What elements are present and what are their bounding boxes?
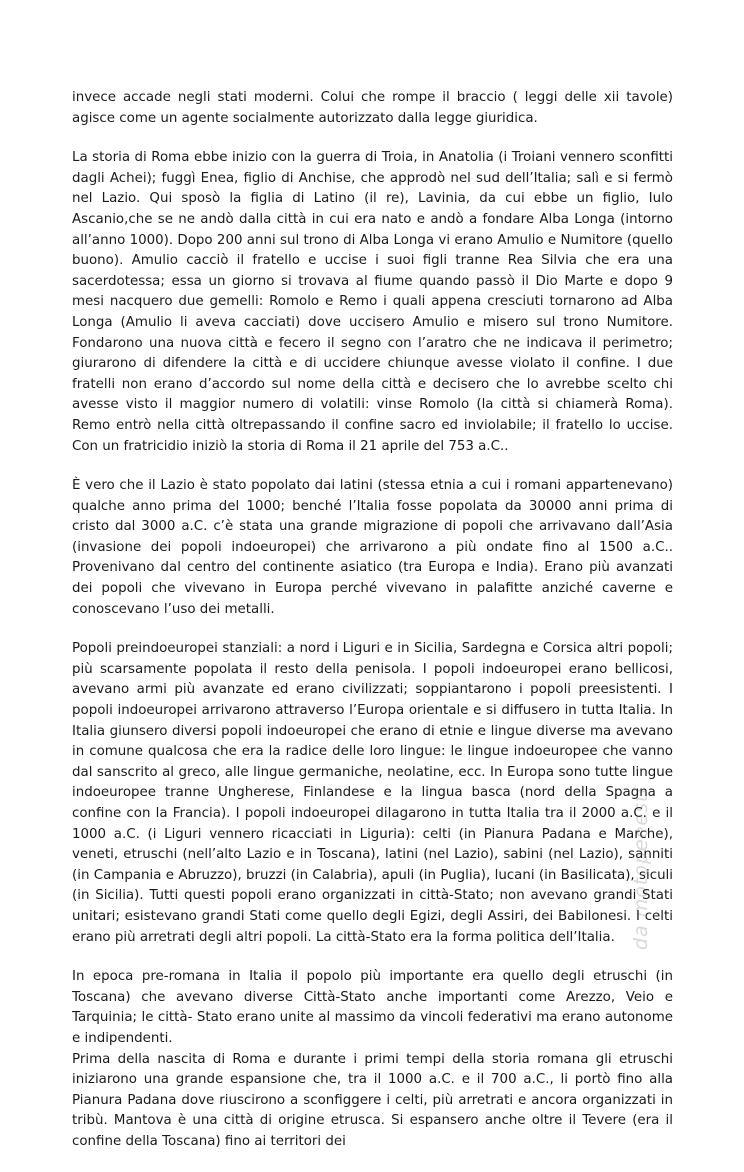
watermark-text: da motopeeesti (630, 787, 652, 950)
watermark (620, 560, 660, 950)
paragraph-6: Prima della nascita di Roma e durante i primi tempi della storia romana gli etruschi iniziarono una grande espansione che, tra il 1000 a.C. e il 700 a.C., li portò fino alla Pianura Padana dove riuscirono a sconfiggere i celti, più arretrati e ancora organizzati in tribù. Mantova è una città di origine etrusca. Si espansero anche oltre il Tevere (era il confine della Toscana) fino ai territori dei (72, 1051, 673, 1149)
document-body (72, 88, 673, 1172)
paragraph-4: Popoli preindoeuropei stanziali: a nord i Liguri e in Sicilia, Sardegna e Corsica altri popoli; più scarsamente popolata il resto della penisola. I popoli indoeuropei erano bellicosi, avevano armi più avanzate ed erano civilizzati; soppiantarono i popoli preesistenti. I popoli indoeuropei arrivarono attraverso l’Europa orientale e si diffusero in tutta Italia. In Italia giunsero diversi popoli indoeuropei che erano di etnie e lingue diverse ma avevano in comune qualcosa che era la radice delle loro lingue: le lingue indoeuropee che vanno dal sanscrito al greco, alle lingue germaniche, neolatine, ecc. In Europa sono tutte lingue indoeuropee tranne Ungherese, Finlandese e la lingua basca (nord della Spagna a confine con la Francia). I popoli indoeuropei dilagarono in tutta Italia tra il 2000 a.C. e il 1000 a.C. (i Liguri vennero ricacciati in Liguria): celti (in Pianura Padana e Marche), veneti, etruschi (nell’alto Lazio e in Toscana), latini (nel Lazio), sabini (nel Lazio), sanniti (in Campania e Abruzzo), bruzzi (in Calabria), apuli (in Puglia), lucani (in Basilicata), siculi (in Sicilia). Tutti questi popoli erano organizzati in città-Stato; non avevano grandi Stati unitari; esistevano grandi Stati come quello degli Egizi, degli Assiri, dei Babilonesi. I celti erano più arretrati degli altri popoli. La città-Stato era la forma politica dell’Italia. (72, 641, 673, 945)
paragraph-3: È vero che il Lazio è stato popolato dai latini (stessa etnia a cui i romani appartenevano) qualche anno prima del 1000; benché l’Italia fosse popolata da 30000 anni prima di cristo dal 3000 a.C. c’è stata una grande migrazione di popoli che arrivavano dall’Asia (invasione dei popoli indoeuropei) che arrivarono a più ondate fino al 1500 a.C.. Provenivano dal centro del continente asiatico (tra Europa e India). Erano più avanzati dei popoli che vivevano in Europa perché vivevano in palafitte anziché caverne e conoscevano l’uso dei metalli. (72, 478, 673, 617)
paragraph-1: invece accade negli stati moderni. Colui che rompe il braccio ( leggi delle xii tavole) agisce come un agente socialmente autorizzato dalla legge giuridica. (72, 90, 673, 126)
paragraph-5: In epoca pre-romana in Italia il popolo più importante era quello degli etruschi (in Toscana) che avevano diverse Città-Stato anche importanti come Arezzo, Veio e Tarquinia; le città- Stato erano unite al massimo da vincoli federativi ma erano autonome e indipendenti. (72, 969, 673, 1046)
paragraph-2: La storia di Roma ebbe inizio con la guerra di Troia, in Anatolia (i Troiani vennero sconfitti dagli Achei); fuggì Enea, figlio di Anchise, che approdò nel sud dell’Italia; salì e si fermò nel Lazio. Qui sposò la figlia di Latino (il re), Lavinia, da cui ebbe un figlio, Iulo Ascanio,che se ne andò dalla città in cui era nato e andò a fondare Alba Longa (intorno all’anno 1000). Dopo 200 anni sul trono di Alba Longa vi erano Amulio e Numitore (quello buono). Amulio cacciò il fratello e uccise i suoi figli tranne Rea Silvia che era una sacerdotessa; essa un giorno si trovava al fiume quando passò il Dio Marte e dopo 9 mesi nacquero due gemelli: Romolo e Remo i quali appena cresciuti tornarono ad Alba Longa (Amulio li aveva cacciati) dove uccisero Amulio e misero sul trono Numitore. Fondarono una nuova città e fecero il segno con l’aratro che ne indicava il perimetro; giurarono di difendere la città e di uccidere chiunque avesse violato il confine. I due fratelli non erano d’accordo sul nome della città e decisero che lo avrebbe scelto chi avesse visto il maggior numero di volatili: vinse Romolo (la città si chiamerà Roma). Remo entrò nella città oltrepassando il confine sacro ed inviolabile; il fratello lo uccise. Con un fratricidio iniziò la storia di Roma il 21 aprile del 753 a.C.. (72, 150, 673, 454)
